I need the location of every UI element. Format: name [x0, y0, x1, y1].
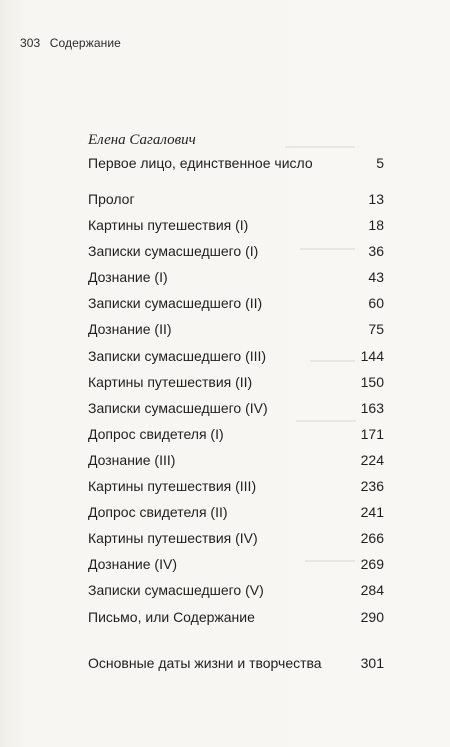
toc-entry-page: 236 — [360, 478, 384, 495]
toc-entry-page: 144 — [360, 347, 384, 364]
toc-entry-title: Письмо, или Содержание — [88, 608, 255, 625]
toc-entry-page: 60 — [368, 295, 384, 312]
show-through-mark — [285, 146, 355, 148]
toc-entry-page: 150 — [360, 373, 384, 390]
toc-entry-page: 290 — [360, 608, 384, 625]
toc-entry[interactable] — [88, 608, 384, 634]
toc-entry-title: Дознание (IV) — [88, 556, 177, 573]
toc-final-entry — [88, 654, 384, 680]
toc-entry[interactable] — [88, 451, 384, 477]
toc-entry[interactable] — [88, 555, 384, 581]
toc-entry-page: 301 — [360, 655, 384, 671]
toc-entry[interactable] — [88, 242, 384, 268]
toc-entry[interactable] — [88, 190, 384, 216]
toc-entry[interactable] — [88, 503, 384, 529]
toc-entry-page: 224 — [360, 451, 384, 468]
toc-entry-title: Дознание (II) — [88, 321, 172, 338]
toc-entry-title: Картины путешествия (II) — [88, 373, 253, 390]
toc-entry-title: Пролог — [88, 191, 135, 207]
toc-list — [88, 190, 384, 634]
toc-entry-page: 269 — [360, 556, 384, 573]
toc-entry-title: Записки сумасшедшего (I) — [88, 243, 259, 260]
toc-entry-title: Картины путешествия (I) — [88, 217, 249, 234]
toc-entry[interactable] — [88, 529, 384, 555]
toc-entry[interactable] — [88, 268, 384, 294]
toc-entry-title: Дознание (III) — [88, 451, 176, 468]
toc-entry-title: Записки сумасшедшего (III) — [88, 347, 267, 364]
toc-entry-title: Записки сумасшедшего (V) — [88, 582, 264, 599]
toc-entry-title: Картины путешествия (IV) — [88, 530, 258, 547]
toc-entry-page: 18 — [368, 217, 384, 234]
toc-entry-title: Записки сумасшедшего (II) — [88, 295, 263, 312]
toc-entry[interactable] — [88, 154, 384, 180]
section-title: Содержание — [49, 36, 121, 50]
toc-entry[interactable] — [88, 581, 384, 607]
toc-entry[interactable] — [88, 347, 384, 373]
toc-entry-title: Картины путешествия (III) — [88, 478, 257, 495]
toc-entry-page: 266 — [360, 530, 384, 547]
toc-entry-page: 171 — [360, 425, 384, 442]
author-name: Елена Сагалович — [88, 132, 196, 148]
toc-entry-title: Первое лицо, единственное число — [88, 155, 313, 171]
toc-entry-title: Допрос свидетеля (II) — [88, 504, 228, 521]
toc-entry[interactable] — [88, 399, 384, 425]
toc-entry-page: 36 — [368, 243, 384, 260]
toc-entry-page: 284 — [360, 582, 384, 599]
toc-entry-title: Основные даты жизни и творчества — [88, 655, 322, 671]
toc-entry-page: 5 — [376, 155, 384, 171]
toc-entry[interactable] — [88, 294, 384, 320]
toc-entry-title: Допрос свидетеля (I) — [88, 425, 224, 442]
toc-entry-title: Записки сумасшедшего (IV) — [88, 399, 268, 416]
toc-entry[interactable] — [88, 216, 384, 242]
toc-entry-page: 13 — [368, 191, 384, 207]
toc-first-entry — [88, 154, 384, 180]
page-number: 303 — [20, 36, 41, 50]
toc-entry-page: 241 — [360, 504, 384, 521]
toc-entry-title: Дознание (I) — [88, 269, 168, 286]
toc-entry[interactable] — [88, 320, 384, 346]
toc-entry-page: 43 — [368, 269, 384, 286]
toc-entry[interactable] — [88, 425, 384, 451]
running-head — [20, 36, 121, 50]
toc-entry[interactable] — [88, 373, 384, 399]
toc-entry-page: 163 — [360, 399, 384, 416]
toc-entry-page: 75 — [368, 321, 384, 338]
toc-entry[interactable] — [88, 654, 384, 680]
toc-entry[interactable] — [88, 477, 384, 503]
